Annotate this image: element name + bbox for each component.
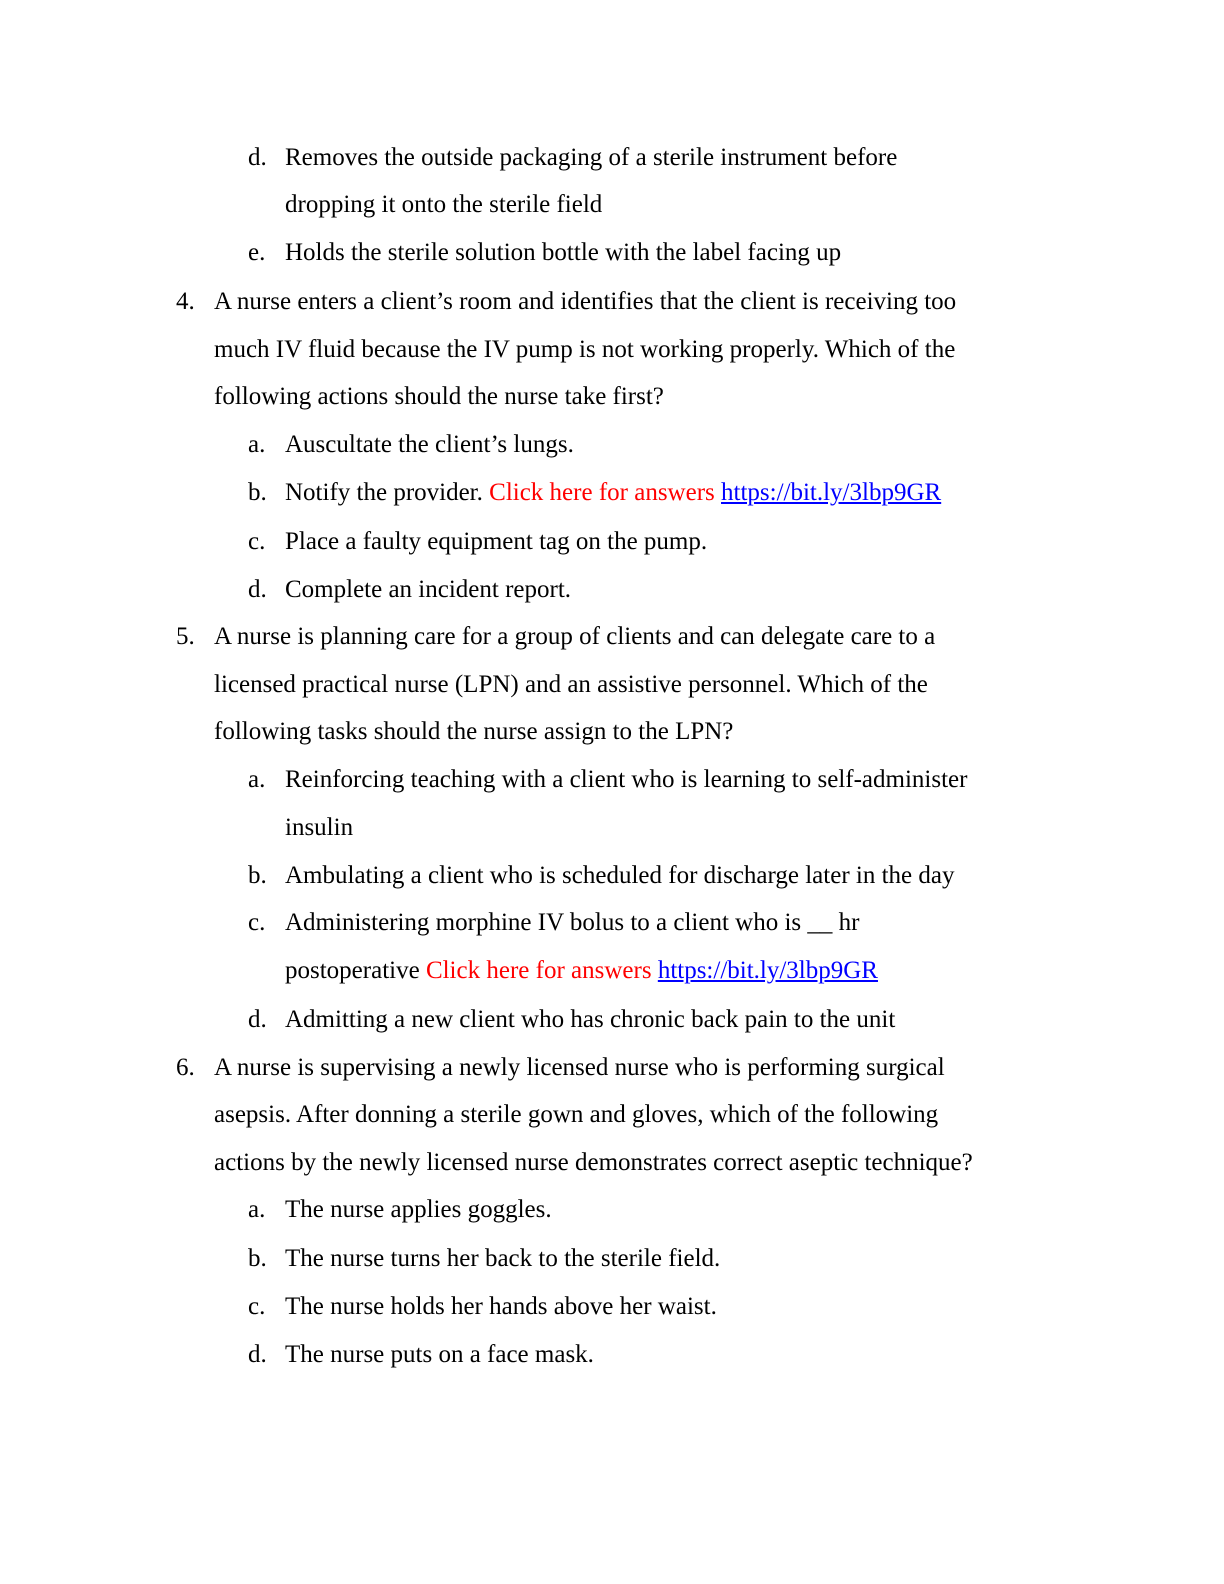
q6-option-d	[0, 1340, 1224, 1370]
option-text: Holds the sterile solution bottle with the label facing up	[285, 239, 842, 266]
option-letter: a.	[248, 766, 266, 793]
q4-option-a	[0, 430, 1224, 460]
option-letter: d.	[248, 576, 267, 603]
option-text: Admitting a new client who has chronic back pain to the unit	[285, 1006, 896, 1033]
q5-option-c	[0, 908, 1224, 938]
q5-option-d	[0, 1005, 1224, 1035]
prev-option-e	[0, 238, 1224, 268]
answers-link[interactable]: https://bit.ly/3lbp9GR	[657, 957, 878, 984]
question-number: 4.	[176, 288, 195, 315]
question-5	[0, 622, 1224, 652]
option-text: Removes the outside packaging of a sterile instrument before	[285, 144, 898, 171]
option-letter: c.	[248, 528, 266, 555]
option-letter: d.	[248, 1341, 267, 1368]
answers-link[interactable]: https://bit.ly/3lbp9GR	[721, 479, 942, 506]
option-letter: b.	[248, 1245, 267, 1272]
question-text-continued: following tasks should the nurse assign to the LPN?	[214, 718, 734, 745]
option-letter: a.	[248, 431, 266, 458]
option-text: The nurse turns her back to the sterile field.	[285, 1245, 721, 1272]
option-letter: b.	[248, 479, 267, 506]
option-text: Complete an incident report.	[285, 576, 572, 603]
option-text: Place a faulty equipment tag on the pump.	[285, 528, 708, 555]
prev-option-d	[0, 143, 1224, 173]
q4-option-b	[0, 478, 1224, 508]
question-text-continued: much IV fluid because the IV pump is not working properly. Which of the	[214, 336, 956, 363]
option-letter: b.	[248, 862, 267, 889]
answers-label: Click here for answers	[489, 479, 715, 506]
option-text: Administering morphine IV bolus to a client who is __ hr	[285, 909, 860, 936]
question-text: A nurse is planning care for a group of clients and can delegate care to a	[214, 623, 936, 650]
question-number: 5.	[176, 623, 195, 650]
option-letter: a.	[248, 1196, 266, 1223]
question-text: A nurse enters a client’s room and identifies that the client is receiving too	[214, 288, 957, 315]
option-text: Reinforcing teaching with a client who is learning to self-administer	[285, 766, 968, 793]
option-text-continued: postoperative	[285, 957, 420, 984]
option-content-continued	[285, 956, 878, 986]
question-text-continued: licensed practical nurse (LPN) and an assistive personnel. Which of the	[214, 671, 928, 698]
q5-option-b	[0, 861, 1224, 891]
q4-option-d	[0, 575, 1224, 605]
q6-option-a	[0, 1195, 1224, 1225]
option-text: The nurse applies goggles.	[285, 1196, 552, 1223]
q6-option-c	[0, 1292, 1224, 1322]
option-text: The nurse holds her hands above her waist.	[285, 1293, 717, 1320]
answers-label: Click here for answers	[425, 957, 652, 984]
option-text: Auscultate the client’s lungs.	[285, 431, 574, 458]
question-number: 6.	[176, 1054, 195, 1081]
q5-option-a	[0, 765, 1224, 795]
question-text: A nurse is supervising a newly licensed nurse who is performing surgical	[214, 1054, 945, 1081]
question-text-continued: asepsis. After donning a sterile gown and gloves, which of the following	[214, 1101, 939, 1128]
question-6	[0, 1053, 1224, 1083]
option-text-continued: dropping it onto the sterile field	[285, 191, 603, 218]
option-letter: c.	[248, 1293, 266, 1320]
option-text: Ambulating a client who is scheduled for discharge later in the day	[285, 862, 955, 889]
q4-option-c	[0, 527, 1224, 557]
option-letter: d.	[248, 1006, 267, 1033]
q6-option-b	[0, 1244, 1224, 1274]
option-text-continued: insulin	[285, 814, 354, 841]
option-letter: d.	[248, 144, 267, 171]
question-text-continued: following actions should the nurse take first?	[214, 383, 664, 410]
option-letter: e.	[248, 239, 266, 266]
option-text: Notify the provider.	[285, 479, 483, 506]
option-letter: c.	[248, 909, 266, 936]
option-text: The nurse puts on a face mask.	[285, 1341, 594, 1368]
option-content	[285, 478, 941, 508]
question-text-continued: actions by the newly licensed nurse demonstrates correct aseptic technique?	[214, 1149, 973, 1176]
question-4	[0, 287, 1224, 317]
